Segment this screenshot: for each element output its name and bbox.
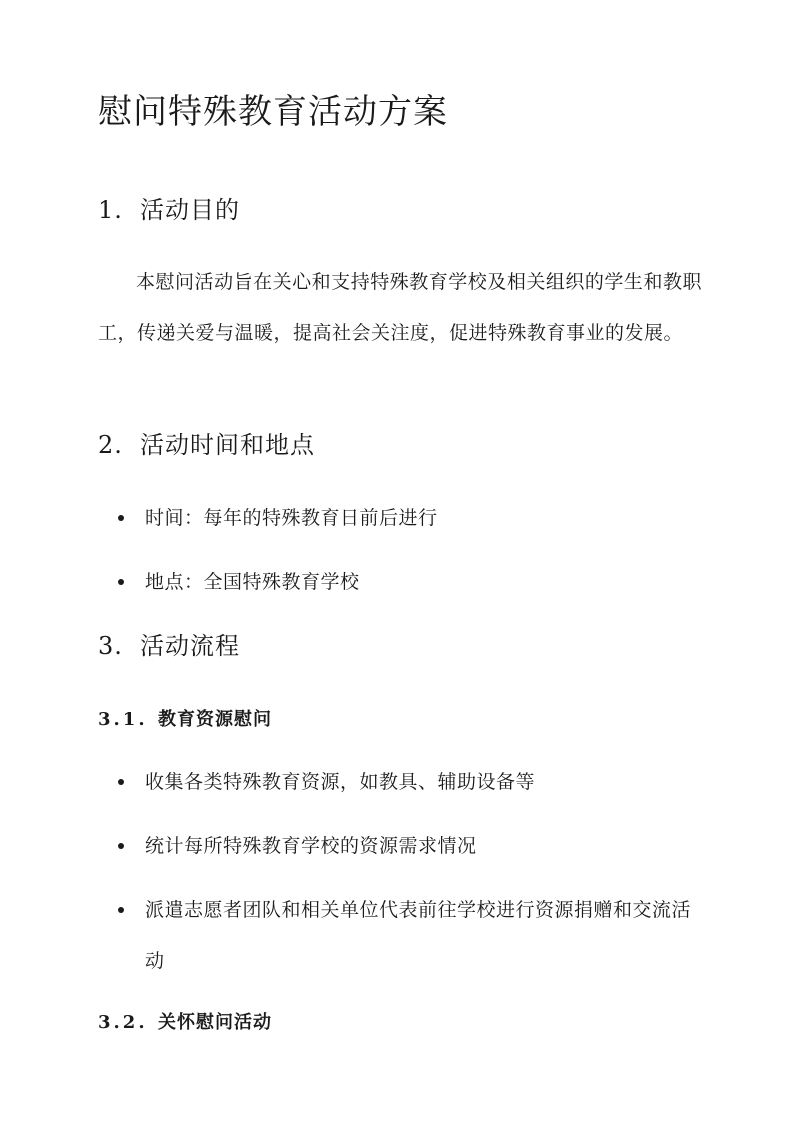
section-3-title: 活动流程 bbox=[140, 632, 240, 660]
document-title: 慰问特殊教育活动方案 bbox=[98, 92, 448, 132]
section-2-heading bbox=[98, 431, 315, 460]
bullet-icon bbox=[118, 907, 124, 913]
list-item bbox=[98, 493, 702, 544]
section-2-title: 活动时间和地点 bbox=[140, 431, 315, 459]
subsection-3-2-title: 关怀慰问活动 bbox=[158, 1012, 272, 1033]
list-item bbox=[98, 885, 702, 987]
subsection-3-2-number: 3.2. bbox=[98, 1012, 148, 1033]
section-3-number: 3. bbox=[98, 632, 123, 660]
list-item bbox=[98, 757, 702, 808]
section-2-number: 2. bbox=[98, 431, 123, 459]
bullet-icon bbox=[118, 843, 124, 849]
bullet-icon bbox=[118, 579, 124, 585]
list-item-text: 时间：每年的特殊教育日前后进行 bbox=[145, 507, 438, 529]
section-2-bullet-list bbox=[98, 493, 702, 621]
list-item-text: 收集各类特殊教育资源，如教具、辅助设备等 bbox=[145, 771, 536, 793]
section-1-number: 1. bbox=[98, 196, 123, 224]
section-1-paragraph: 本慰问活动旨在关心和支持特殊教育学校及相关组织的学生和教职工，传递关爱与温暖，提高社会关注度，促进特殊教育事业的发展。 bbox=[98, 271, 702, 344]
list-item bbox=[98, 557, 702, 608]
list-item-text: 地点：全国特殊教育学校 bbox=[145, 571, 360, 593]
section-1-heading bbox=[98, 196, 240, 225]
subsection-3-1-number: 3.1. bbox=[98, 709, 148, 730]
section-3-heading bbox=[98, 632, 240, 661]
list-item-text: 派遣志愿者团队和相关单位代表前往学校进行资源捐赠和交流活动 bbox=[145, 899, 692, 972]
bullet-icon bbox=[118, 515, 124, 521]
subsection-3-1-bullet-list bbox=[98, 757, 702, 1000]
subsection-3-2-heading bbox=[98, 1012, 272, 1034]
list-item bbox=[98, 821, 702, 872]
list-item-text: 统计每所特殊教育学校的资源需求情况 bbox=[145, 835, 477, 857]
section-1-title: 活动目的 bbox=[140, 196, 240, 224]
subsection-3-1-title: 教育资源慰问 bbox=[158, 709, 272, 730]
subsection-3-1-heading bbox=[98, 709, 272, 731]
bullet-icon bbox=[118, 779, 124, 785]
